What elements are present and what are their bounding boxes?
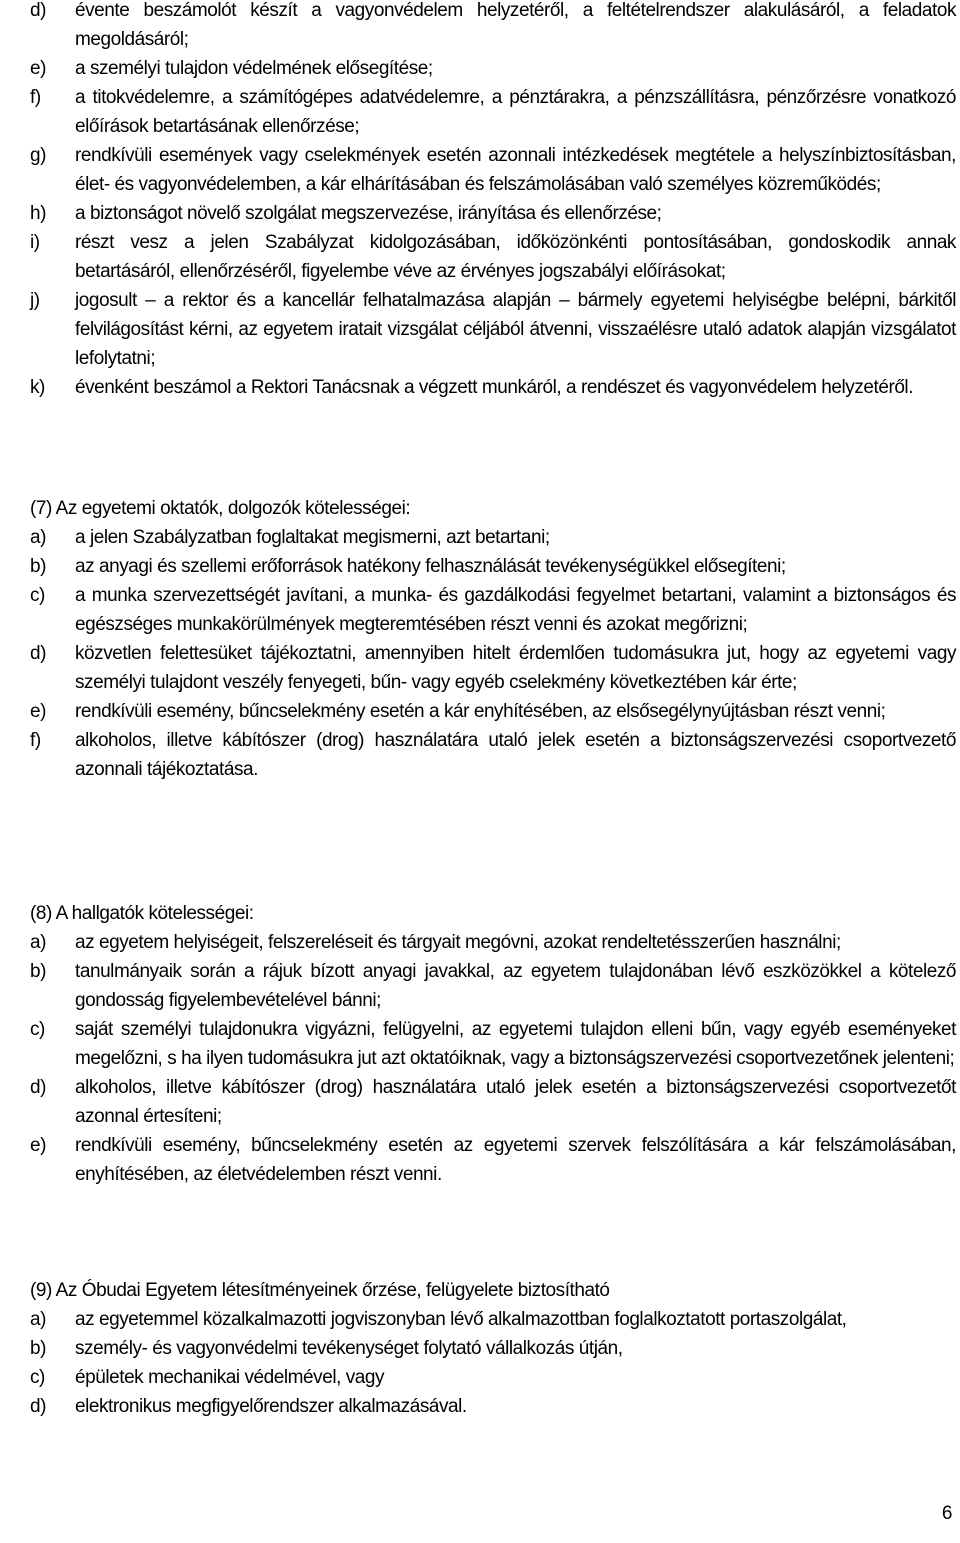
- item-label: e): [30, 58, 46, 79]
- list-item: [30, 697, 956, 726]
- item-text: alkoholos, illetve kábítószer (drog) használatára utaló jelek esetén a biztonságszervezési csoportvezetőt azonnal értesíteni;: [75, 1077, 956, 1127]
- item-text: az egyetemmel közalkalmazotti jogviszonyban lévő alkalmazottban foglalkoztatott portaszolgálat,: [75, 1309, 847, 1330]
- item-label: a): [30, 932, 46, 953]
- item-text: épületek mechanikai védelmével, vagy: [75, 1367, 385, 1388]
- list-item: [30, 957, 956, 1015]
- item-label: b): [30, 1338, 46, 1359]
- item-label: g): [30, 145, 46, 166]
- item-text: a biztonságot növelő szolgálat megszervezése, irányítása és ellenőrzése;: [75, 203, 662, 224]
- list-item: [30, 1392, 956, 1421]
- item-label: d): [30, 1077, 46, 1098]
- list-item: [30, 1131, 956, 1189]
- list-item: [30, 199, 956, 228]
- list-item: [30, 1363, 956, 1392]
- item-label: a): [30, 1309, 46, 1330]
- item-label: d): [30, 643, 46, 664]
- item-label: e): [30, 701, 46, 722]
- item-text: a titokvédelemre, a számítógépes adatvédelemre, a pénztárakra, a pénzszállításra, pénzőrzésre vonatkozó előírások betartásának ellenőrzése;: [75, 87, 956, 137]
- list-item: [30, 1334, 956, 1363]
- item-text: jogosult – a rektor és a kancellár felhatalmazása alapján – bármely egyetemi helyiségbe belépni, bárkitől felvilágosítást kérni, az egyetem iratait vizsgálat céljából átvenni, visszaélésre utaló adatok alapján vizsgálatot lefolytatni;: [75, 290, 956, 369]
- item-label: a): [30, 527, 46, 548]
- item-text: a jelen Szabályzatban foglaltakat megismerni, azt betartani;: [75, 527, 550, 548]
- item-text: tanulmányaik során a rájuk bízott anyagi javakkal, az egyetem tulajdonában lévő eszközökkel a kötelező gondosság figyelembevételével bánni;: [75, 961, 956, 1011]
- item-text: az anyagi és szellemi erőforrások hatékony felhasználását tevékenységükkel elősegíteni;: [75, 556, 786, 577]
- item-label: f): [30, 87, 41, 108]
- item-text: évente beszámolót készít a vagyonvédelem helyzetéről, a feltételrendszer alakulásáról, a feladatok megoldásáról;: [75, 0, 956, 50]
- list-item: [30, 54, 956, 83]
- item-text: az egyetem helyiségeit, felszereléseit és tárgyait megóvni, azokat rendeltetésszerűen használni;: [75, 932, 841, 953]
- list-item: [30, 1015, 956, 1073]
- list-item: [30, 228, 956, 286]
- item-label: k): [30, 377, 45, 398]
- item-text: a személyi tulajdon védelmének elősegítése;: [75, 58, 433, 79]
- item-label: d): [30, 1396, 46, 1417]
- item-label: h): [30, 203, 46, 224]
- page-number: 6: [941, 1503, 952, 1524]
- list-item: [30, 0, 956, 54]
- item-label: c): [30, 1019, 45, 1040]
- list-item: [30, 639, 956, 697]
- item-text: rendkívüli esemény, bűncselekmény esetén a kár enyhítésében, az elsősegélynyújtásban részt venni;: [75, 701, 886, 722]
- item-text: a munka szervezettségét javítani, a munka- és gazdálkodási fegyelmet betartani, valamint a biztonságos és egészséges munkakörülmények megteremtésében részt venni és azokat megőrizni;: [75, 585, 956, 635]
- list-item: [30, 726, 956, 784]
- item-text: saját személyi tulajdonukra vigyázni, felügyelni, az egyetemi tulajdon elleni bűn, vagy egyéb eseményeket megelőzni, s ha ilyen tudomásukra jut azt oktatóiknak, vagy a biztonságszervezési csoportvezetőnek jelenteni;: [75, 1019, 956, 1069]
- item-text: személy- és vagyonvédelmi tevékenységet folytató vállalkozás útján,: [75, 1338, 623, 1359]
- item-label: i): [30, 232, 40, 253]
- list-item: [30, 1305, 956, 1334]
- item-text: rendkívüli esemény, bűncselekmény esetén az egyetemi szervek felszólítására a kár felszámolásában, enyhítésében, az életvédelemben részt venni.: [75, 1135, 956, 1185]
- list-item: [30, 1073, 956, 1131]
- item-label: f): [30, 730, 41, 751]
- continuation-list: [30, 0, 956, 402]
- item-label: d): [30, 0, 46, 21]
- list-item: [30, 286, 956, 373]
- item-label: c): [30, 1367, 45, 1388]
- section-heading: (8) A hallgatók kötelességei:: [30, 903, 254, 924]
- list-item: [30, 581, 956, 639]
- item-label: j): [30, 290, 40, 311]
- item-text: alkoholos, illetve kábítószer (drog) használatára utaló jelek esetén a biztonságszervezési csoportvezető azonnali tájékoztatása.: [75, 730, 956, 780]
- list-item: [30, 928, 956, 957]
- section-9: [30, 1276, 956, 1421]
- section-8: [30, 899, 956, 1189]
- list-item: [30, 552, 956, 581]
- list-item: [30, 83, 956, 141]
- section-heading: (7) Az egyetemi oktatók, dolgozók kötelességei:: [30, 498, 411, 519]
- list-item: [30, 373, 956, 402]
- item-label: b): [30, 961, 46, 982]
- item-text: évenként beszámol a Rektori Tanácsnak a végzett munkáról, a rendészet és vagyonvédelem helyzetéről.: [75, 377, 914, 398]
- item-text: részt vesz a jelen Szabályzat kidolgozásában, időközönkénti pontosításában, gondoskodik annak betartásáról, ellenőrzéséről, figyelembe véve az érvényes jogszabályi előírásokat;: [75, 232, 956, 282]
- item-text: közvetlen felettesüket tájékoztatni, amennyiben hitelt érdemlően tudomásukra jut, hogy az egyetemi vagy személyi tulajdont veszély fenyegeti, bűn- vagy egyéb cselekmény következtében kár érte;: [75, 643, 956, 693]
- list-item: [30, 523, 956, 552]
- list-item: [30, 141, 956, 199]
- item-text: rendkívüli események vagy cselekmények esetén azonnali intézkedések megtétele a helyszínbiztosításban, élet- és vagyonvédelemben, a kár elhárításában és felszámolásában való személyes közreműködés;: [75, 145, 956, 195]
- item-label: c): [30, 585, 45, 606]
- item-label: e): [30, 1135, 46, 1156]
- section-heading: (9) Az Óbudai Egyetem létesítményeinek őrzése, felügyelete biztosítható: [30, 1280, 610, 1301]
- item-text: elektronikus megfigyelőrendszer alkalmazásával.: [75, 1396, 467, 1417]
- section-7: [30, 494, 956, 784]
- item-label: b): [30, 556, 46, 577]
